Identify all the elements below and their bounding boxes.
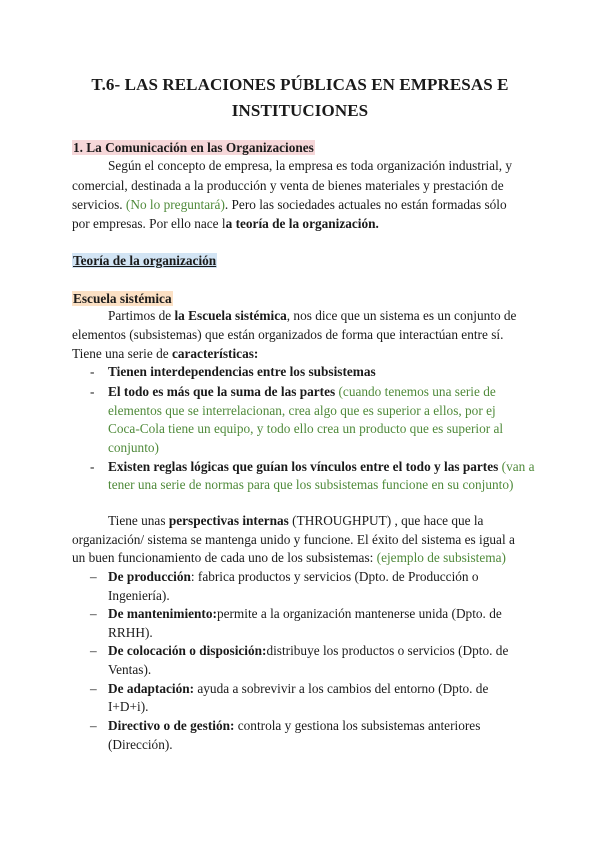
note-line: Coca-Cola tiene un equipo, y todo ello crea un producto que es superior al [108,421,504,436]
bold-text: Existen reglas lógicas que guían los vínculos entre el todo y las partes [108,459,499,474]
bold-text: Directivo o de gestión: [108,718,235,733]
paragraph-line [108,307,516,325]
paragraph-line [108,512,483,530]
text-run: controla y gestiona los subsistemas anteriores [234,718,481,733]
bullet-dash: - [90,364,95,379]
bold-text: la Escuela sistémica [174,308,287,323]
bullet-dash: – [90,681,97,696]
list-item [108,458,535,476]
list-item [108,605,502,623]
bold-text: a teoría de la organización. [225,216,379,231]
list-item [108,363,376,381]
text-run: (THROUGHPUT) , que hace que la [288,513,484,528]
bold-text: De mantenimiento: [108,606,217,621]
section-heading-text: Teoría de la organización [73,253,217,268]
text-run: permite a la organización mantenerse unida (Dpto. de [216,606,502,621]
text-run: Partimos de [108,308,175,323]
paragraph-line [72,196,507,214]
list-item-continuation: Ingeniería). [108,588,170,603]
bold-text: El todo es más que la suma de las partes [108,384,336,399]
bullet-dash: - [90,459,95,474]
list-item [108,680,488,698]
paragraph-line [72,549,506,567]
list-item-continuation: I+D+i). [108,699,149,714]
text-run: Tiene una serie de [72,346,172,361]
paragraph-line [72,345,258,363]
note-text: (No lo preguntará) [125,197,225,212]
paragraph-line: Según el concepto de empresa, la empresa es toda organización industrial, y [108,158,513,173]
text-run: : fabrica productos y servicios (Dpto. de Producción o [190,569,479,584]
bold-text: De adaptación: [108,681,195,696]
bullet-dash: - [90,384,95,399]
list-item [108,383,496,401]
text-run: servicios. [72,197,126,212]
note-text: (ejemplo de subsistema) [376,550,506,565]
list-item [108,717,480,735]
note-text: (cuando tenemos una serie de [335,384,496,399]
section-heading-text: 1. La Comunicación en las Organizaciones [73,140,314,155]
text-run: un buen funcionamiento de cada uno de los subsistemas: [72,550,377,565]
bold-text: perspectivas internas [168,513,289,528]
text-run: Tiene unas [108,513,169,528]
bullet-dash: – [90,606,97,621]
paragraph-line [72,215,379,233]
text-run: . Pero las sociedades actuales no están formadas sólo [224,197,507,212]
page-title [72,72,528,124]
section-heading-comunicacion [72,139,315,157]
list-item [108,642,508,660]
list-item-continuation: Ventas). [108,662,152,677]
bold-text: De producción [108,569,191,584]
paragraph-line: organización/ sistema se mantenga unido y funcione. El éxito del sistema es igual a [72,532,515,547]
bullet-dash: – [90,718,97,733]
note-line: elementos que se interrelacionan, crea algo que es superior a ellos, por ej [108,403,496,418]
text-run: por empresas. Por ello nace l [72,216,226,231]
title-line-2: INSTITUCIONES [231,101,369,120]
paragraph-line: elementos (subsistemas) que están organizados de forma que interactúan entre sí. [72,327,504,342]
text-run: , nos dice que un sistema es un conjunto de [286,308,517,323]
title-line-1: T.6- LAS RELACIONES PÚBLICAS EN EMPRESAS E [91,75,509,94]
text-run: ayuda a sobrevivir a los cambios del entorno (Dpto. de [194,681,489,696]
subheading-escuela [72,290,173,308]
bold-text: características: [171,346,259,361]
section-heading-teoria [72,252,217,270]
paragraph-line: comercial, destinada a la producción y venta de bienes materiales y prestación de [72,178,504,193]
note-line: tener una serie de normas para que los subsistemas funcione en su conjunto) [108,477,514,492]
list-item [108,568,479,586]
bullet-dash: – [90,643,97,658]
text-run: distribuye los productos o servicios (Dpto. de [266,643,509,658]
bold-text: Tienen interdependencias entre los subsistemas [108,364,376,379]
bullet-dash: – [90,569,97,584]
subheading-text: Escuela sistémica [73,291,172,306]
list-item-continuation: (Dirección). [108,737,173,752]
bold-text: De colocación o disposición: [108,643,267,658]
note-line: conjunto) [108,440,159,455]
list-item-continuation: RRHH). [108,625,153,640]
note-text: (van a [498,459,535,474]
